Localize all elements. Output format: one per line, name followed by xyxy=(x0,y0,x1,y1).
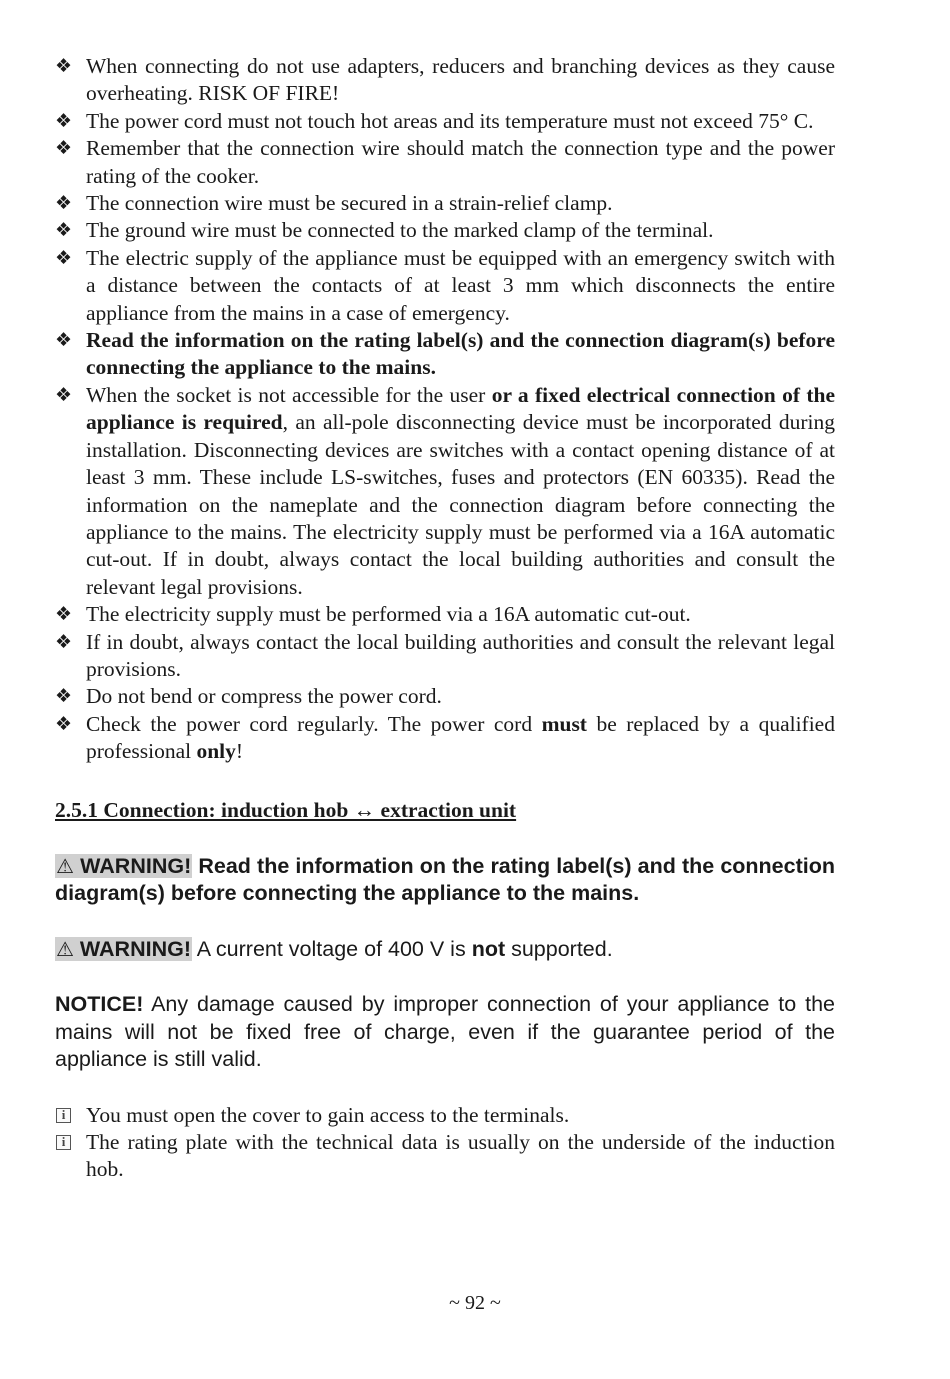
info-icon: i xyxy=(56,1135,71,1150)
bullet-text: Check the power cord regularly. The power cord xyxy=(86,711,542,736)
bullet-text: The electricity supply must be performed via a 16A automatic cut-out. xyxy=(86,602,691,627)
bullet-text-bold: only xyxy=(196,739,236,764)
bullet-item xyxy=(55,382,835,601)
bullet-text-bold: Read the information on the rating label(s) and the connection diagram(s) before connecting the appliance to the mains. xyxy=(86,328,835,380)
bullet-text: , an all-pole disconnecting device must be incorporated during installation. Disconnecting devices are switches with a contact opening distance of at least 3 mm. These include LS-switches, fuses and protectors (EN 60335). Read the information on the nameplate and the connection diagram before connecting the appliance to the mains. The electricity supply must be performed via a 16A automatic cut-out. If in doubt, always contact the local building authorities and consult the relevant legal provisions. xyxy=(86,410,835,599)
bullet-text: The power cord must not touch hot areas and its temperature must not exceed 75° C. xyxy=(86,108,814,133)
info-item xyxy=(55,1102,835,1129)
section-heading: 2.5.1 Connection: induction hob ↔ extraction unit xyxy=(55,797,517,822)
page-number: ~ 92 ~ xyxy=(449,1292,501,1314)
bullet-item xyxy=(55,629,835,684)
warning-tag-label: WARNING! xyxy=(80,853,192,878)
bullet-item xyxy=(55,217,835,244)
diamond-bullet-icon: ❖ xyxy=(55,630,73,653)
warning-voltage xyxy=(55,936,835,964)
info-item xyxy=(55,1129,835,1184)
bullet-item xyxy=(55,711,835,766)
diamond-bullet-icon: ❖ xyxy=(55,137,73,160)
safety-bullet-list xyxy=(55,53,835,766)
diamond-bullet-icon: ❖ xyxy=(55,109,73,132)
bullet-text: The connection wire must be secured in a strain-relief clamp. xyxy=(86,191,613,216)
bullet-item xyxy=(55,53,835,108)
bullet-item xyxy=(55,135,835,190)
document-page xyxy=(55,53,835,1184)
bullet-text-bold: or a fixed electrical connection of the appliance is required xyxy=(86,382,835,435)
bullet-text: Remember that the connection wire should match the connection type and the power rating of the cooker. xyxy=(86,136,835,188)
bullet-item xyxy=(55,327,835,382)
bullet-text: When the socket is not accessible for the user xyxy=(86,382,492,407)
bullet-text: If in doubt, always contact the local building authorities and consult the relevant legal provisions. xyxy=(86,629,835,681)
diamond-bullet-icon: ❖ xyxy=(55,246,73,269)
bullet-text: Do not bend or compress the power cord. xyxy=(86,684,442,709)
info-list xyxy=(55,1102,835,1184)
bullet-text: ! xyxy=(235,739,244,764)
diamond-bullet-icon: ❖ xyxy=(55,192,73,215)
bullet-text: The electric supply of the appliance must be equipped with an emergency switch with a distance between the contacts of at least 3 mm which disconnects the entire appliance from the mains in a case of emergency. xyxy=(86,245,835,325)
diamond-bullet-icon: ❖ xyxy=(55,383,73,406)
notice-block xyxy=(55,991,835,1074)
bullet-item xyxy=(55,108,835,135)
bullet-text: be replaced by a qualified professional xyxy=(86,711,835,764)
bullet-text: When connecting do not use adapters, reducers and branching devices as they cause overheating. RISK OF FIRE! xyxy=(86,54,835,106)
warning-tag xyxy=(55,854,192,878)
info-item-text: The rating plate with the technical data is usually on the underside of the induction hob. xyxy=(86,1129,835,1182)
warning-triangle-icon: ⚠ xyxy=(56,936,74,961)
warning-rating-label xyxy=(55,853,835,908)
bullet-item xyxy=(55,601,835,628)
diamond-bullet-icon: ❖ xyxy=(55,712,73,735)
notice-label: NOTICE! xyxy=(55,992,144,1017)
notice-text: Any damage caused by improper connection of your appliance to the mains will not be fixed free of charge, even if the guarantee period of the appliance is still valid. xyxy=(55,992,835,1072)
warning-text: Read the information on the rating label(s) and the connection diagram(s) before connecting the appliance to the mains. xyxy=(55,853,835,906)
diamond-bullet-icon: ❖ xyxy=(55,685,73,708)
diamond-bullet-icon: ❖ xyxy=(55,603,73,626)
warning-text-before: A current voltage of 400 V is xyxy=(196,936,472,961)
bullet-item xyxy=(55,190,835,217)
diamond-bullet-icon: ❖ xyxy=(55,329,73,352)
bullet-item xyxy=(55,245,835,327)
info-item-text: You must open the cover to gain access to the terminals. xyxy=(86,1102,570,1127)
diamond-bullet-icon: ❖ xyxy=(55,55,73,77)
warning-tag xyxy=(55,937,192,961)
warning-triangle-icon: ⚠ xyxy=(56,853,75,878)
warning-text-after: supported. xyxy=(505,936,613,961)
warning-text-bold: not xyxy=(471,936,506,961)
bullet-item xyxy=(55,683,835,710)
bullet-text: The ground wire must be connected to the marked clamp of the terminal. xyxy=(86,218,714,243)
bullet-text-bold: must xyxy=(541,711,587,736)
warning-tag-label: WARNING! xyxy=(79,936,191,961)
info-icon: i xyxy=(56,1108,71,1123)
diamond-bullet-icon: ❖ xyxy=(55,219,73,242)
